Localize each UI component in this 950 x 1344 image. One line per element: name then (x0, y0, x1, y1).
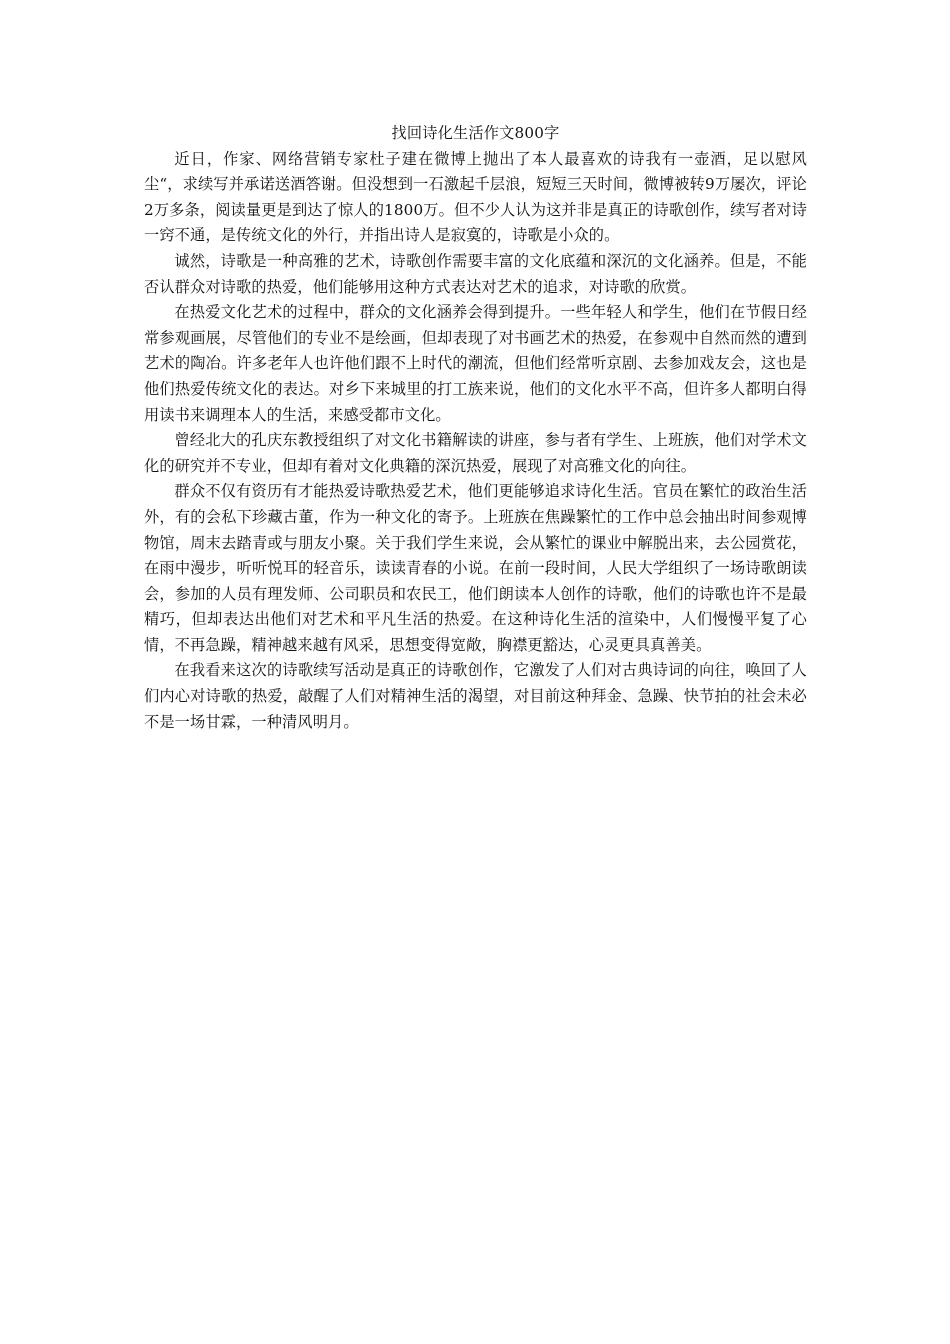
document-page (144, 121, 807, 735)
paragraph-4: 曾经北大的孔庆东教授组织了对文化书籍解读的讲座，参与者有学生、上班族，他们对学术文化的研究并不专业，但却有着对文化典籍的深沉热爱，展现了对高雅文化的向往。 (144, 431, 807, 475)
document-title: 找回诗化生活作文800字 (391, 124, 560, 142)
paragraph-6: 在我看来这次的诗歌续写活动是真正的诗歌创作，它激发了人们对古典诗词的向往，唤回了人们内心对诗歌的热爱，敲醒了人们对精神生活的渴望，对目前这种拜金、急躁、快节拍的社会未必不是一场甘霖，一种清风明月。 (144, 661, 807, 731)
paragraph-1: 近日，作家、网络营销专家杜子建在微博上抛出了本人最喜欢的诗我有一壶酒，足以慰风尘“，求续写并承诺送酒答谢。但没想到一石激起千层浪，短短三天时间，微博被转9万屡次，评论2万多条，阅读量更是到达了惊人的1800万。但不少人认为这并非是真正的诗歌创作，续写者对诗一窍不通，是传统文化的外行，并指出诗人是寂寞的，诗歌是小众的。 (144, 149, 807, 245)
paragraph-2: 诚然，诗歌是一种高雅的艺术，诗歌创作需要丰富的文化底蕴和深沉的文化涵养。但是，不能否认群众对诗歌的热爱，他们能够用这种方式表达对艺术的追求，对诗歌的欣赏。 (144, 251, 807, 296)
paragraph-5: 群众不仅有资历有才能热爱诗歌热爱艺术，他们更能够追求诗化生活。官员在繁忙的政治生活外，有的会私下珍藏古董，作为一种文化的寄予。上班族在焦躁繁忙的工作中总会抽出时间参观博物馆，周末去踏青或与朋友小聚。关于我们学生来说，会从繁忙的课业中解脱出来，去公园赏花，在雨中漫步，听听悦耳的轻音乐，读读青春的小说。在前一段时间，人民大学组织了一场诗歌朗读会，参加的人员有理发师、公司职员和农民工，他们朗读本人创作的诗歌，他们的诗歌也许不是最精巧，但却表达出他们对艺术和平凡生活的热爱。在这种诗化生活的渲染中，人们慢慢平复了心情，不再急躁，精神越来越有风采，思想变得宽敞，胸襟更豁达，心灵更具真善美。 (144, 482, 807, 654)
paragraph-3: 在热爱文化艺术的过程中，群众的文化涵养会得到提升。一些年轻人和学生，他们在节假日经常参观画展，尽管他们的专业不是绘画，但却表现了对书画艺术的热爱，在参观中自然而然的遭到艺术的陶冶。许多老年人也许他们跟不上时代的潮流，但他们经常听京剧、去参加戏友会，这也是他们热爱传统文化的表达。对乡下来城里的打工族来说，他们的文化水平不高，但许多人都明白得用读书来调理本人的生活，来感受都市文化。 (144, 303, 807, 424)
